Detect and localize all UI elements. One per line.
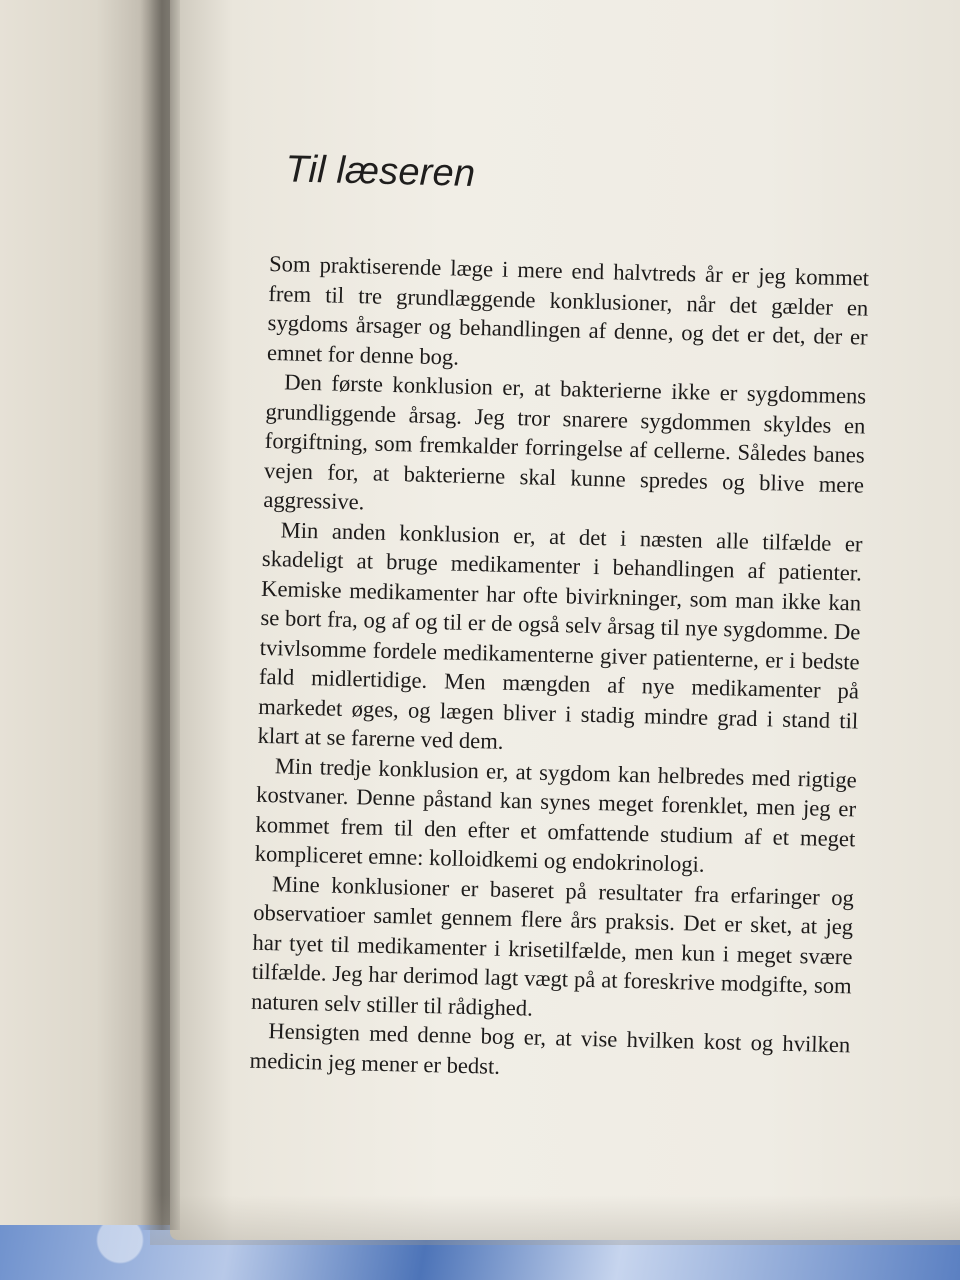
paragraph-third-conclusion: Min tredje konklusion er, at sygdom kan helbredes med rigtige kostvaner. Denne påstand kan synes meget forenklet, men jeg er kommet frem til den efter et omfattende studium af et meget kompliceret emne: kolloidkemi og endokrinologi. xyxy=(254,752,858,877)
page-bottom-edge xyxy=(150,1195,960,1245)
book-gutter-shadow xyxy=(140,0,180,1230)
paragraph-intro: Som praktiserende læge i mere end halvtreds år er jeg kommet frem til tre grundlæggende konklusioner, når det gælder en sygdoms årsager og behandlingen af denne, og det er det, der er emnet for denne bog. xyxy=(266,250,870,370)
paragraph-purpose: Hensigten med denne bog er, at vise hvilken kost og hvilken medicin jeg mener er bedst. xyxy=(249,1018,851,1079)
paragraph-first-conclusion: Den første konklusion er, at bakterierne ikke er sygdommens grundliggende årsag. Jeg tror snarere sygdommen skyldes en forgiftning, som fremkalder forringelse af cellerne. Således banes vejen for, at bakterierne skal kunne spredes og blive mere aggressive. xyxy=(263,369,867,515)
chapter-title: Til læseren xyxy=(284,148,476,195)
paragraph-second-conclusion: Min anden konklusion er, at det i næsten alle tilfælde er skadeligt at bruge medikamenter i behandlingen af patienter. Kemiske medikamenter har ofte bivirkninger, som man ikke kan se bort fra, og af og til er de også selv årsag til nye sygdomme. De tvivlsomme fordele medikamenterne giver patienterne, er i bedste fald midlertidige. Men mængden af nye medikamenter på markedet øges, og lægen bliver i stadig mindre grad i stand til klart at se farerne ved dem. xyxy=(257,516,863,754)
paragraph-basis: Mine konklusioner er baseret på resultater fra erfaringer og observatioer samlet gennem flere års praksis. Det er sket, at jeg har tyet til medikamenter i krisetilfælde, men kun i meget svære tilfælde. Jeg har derimod lagt vægt på at foreskrive modgifte, som naturen selv stiller til rådighed. xyxy=(250,870,855,1021)
page-text-block xyxy=(249,148,871,1089)
body-text xyxy=(249,249,869,1089)
